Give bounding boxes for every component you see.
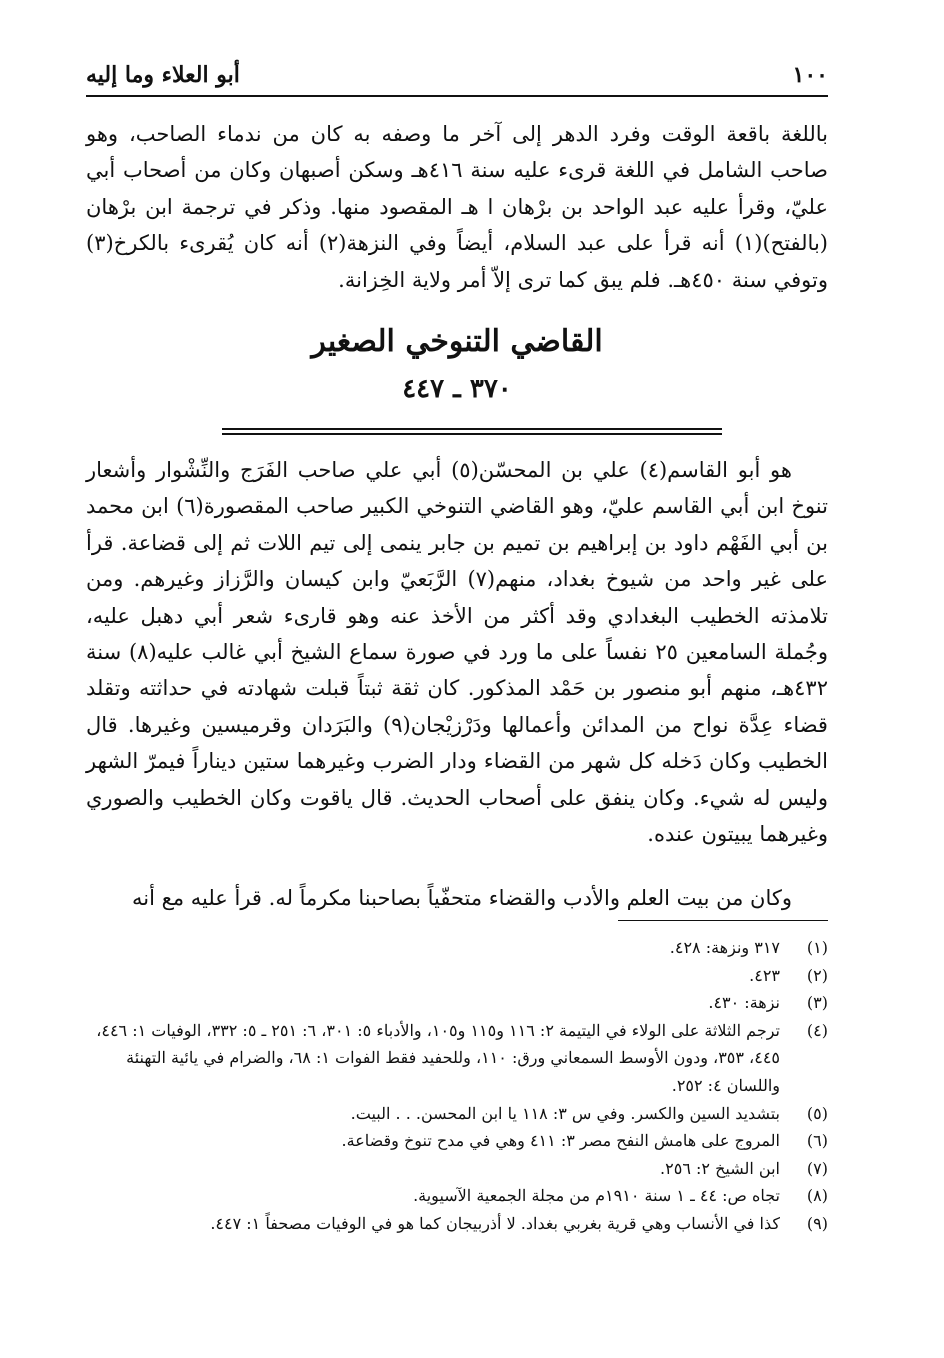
footnote-text: بتشديد السين والكسر. وفي س ٣: ١١٨ يا ابن المحسن. . . البيت. [350, 1103, 780, 1123]
header-rule [86, 95, 828, 97]
footnote [86, 1155, 828, 1183]
section-title: القاضي التنوخي الصغير [311, 324, 603, 359]
footnote-text: ٣١٧ ونزهة: ٤٢٨. [669, 938, 780, 957]
footnote-text: تجاه ص: ٤٤ ـ ١ سنة ١٩١٠م من مجلة الجمعية الآسيوية. [413, 1186, 780, 1206]
footnote-number: (٩) [806, 1213, 828, 1233]
footnote-text: ابن الشيخ ٢: ٢٥٦. [660, 1158, 780, 1178]
footnote [86, 962, 828, 990]
footnote-number: (٦) [806, 1131, 828, 1151]
footnote-text: كذا في الأنساب وهي قرية بغربي بغداد. لا أذربيجان كما هو في الوفيات مصحفاً ١: ٤٤٧. [210, 1213, 780, 1233]
footnote-text: المروج على هامش النفح مصر ٣: ٤١١ وهي في مدح تنوخ وقضاعة. [341, 1131, 780, 1151]
footnotes [86, 934, 828, 1238]
page-header [86, 58, 828, 94]
footnote-text: نزهة: ٤٣٠. [708, 993, 780, 1013]
footnote [86, 1182, 828, 1210]
paragraph-continued: باللغة باقعة الوقت وفرد الدهر إلى آخر ما وصفه به كان من ندماء الصاحب، وهو صاحب الشامل في اللغة قرىء عليه سنة ٤١٦هـ وسكن أصبهان وكان من أصحاب أبي عليّ، وقرأ عليه عبد الواحد بن برْهان ا هـ المقصود منها. وذكر في ترجمة ابن برْهان (بالفتح)(١) أنه قرأ على عبد السلام، أيضاً وفي النزهة(٢) أنه كان يُقرىء بالكرخ(٣) وتوفي سنة ٤٥٠هـ. فلم يبق كما ترى إلاّ أمر ولاية الخِزانة. [86, 122, 828, 292]
footnote [86, 1210, 828, 1238]
footnote-rule [618, 920, 828, 921]
footnote-number: (٧) [806, 1158, 828, 1178]
page-number: ١٠٠ [792, 62, 828, 88]
footnote-number: (٣) [806, 993, 828, 1013]
footnote-text: ٤٢٣. [749, 965, 780, 985]
footnote [86, 1100, 828, 1128]
footnote-number: (٥) [806, 1103, 828, 1123]
running-title: أبو العلاء وما إليه [86, 62, 240, 88]
footnote [86, 1017, 828, 1100]
section-divider-bottom [222, 433, 722, 435]
footnote-text: ترجم الثلاثة على الولاء في اليتيمة ٢: ١١٦ و١١٥ و١٠٥، والأدباء ٥: ٣٠١، ٦: ٢٥١ ـ ٥: ٣٣٢، الوفيات ١: ٤٤٦، ٤٤٥، ٣٥٣، ودون الأوسط السمعاني ورق: ١١٠، وللحفيد فقط الفوات ١: ٦٨، والضرام في يائية التهنئة واللسان ٤: ٢٥٢. [96, 1020, 780, 1095]
footnote [86, 1127, 828, 1155]
biography-paragraph: هو أبو القاسم(٤) علي بن المحسّن(٥) أبي علي صاحب الفَرَج والنِّشْوار وأشعار تنوخ ابن أبي القاسم عليّ، وهو القاضي التنوخي الكبير صاحب المقصورة(٦) ابن محمد بن أبي الفَهْم داود بن إبراهيم بن تميم بن جابر ينمى إلى تيم اللات ثم إلى قضاعة. قرأ على غير واحد من شيوخ بغداد، منهم(٧) الرَّبَعيّ وابن كيسان والرَّزاز وغيرهم. ومن تلامذته الخطيب البغدادي وقد أكثر من الأخذ عنه وهو قارىء شعر أبي دهبل عليه، وجُملة السامعين ٢٥ نفساً على ما ورد في صورة سماع الشيخ أبي غالب عليه(٨) سنة ٤٣٢هـ، منهم أبو منصور بن حَمْد المذكور. كان ثقة ثبتاً قبلت شهادته في حداثته وتقلد قضاء عِدَّة نواح من المدائن وأعمالها ودَرْزيْجان(٩) والبَرَدان وقرميسين وغيرها. قال الخطيب وكان دَخله كل شهر من القضاء ودار الضرب وغيرهما ستين ديناراً فيمرّ الشهر وليس له شيء. وكان ينفق على أصحاب الحديث. قال ياقوت وكان الخطيب والصوري وغيرهما يبيتون عنده. [86, 458, 828, 847]
footnote-number: (٨) [806, 1186, 828, 1206]
footnote [86, 989, 828, 1017]
footnote-number: (٢) [806, 965, 828, 985]
section-divider-top [222, 428, 722, 430]
closing-paragraph: وكان من بيت العلم والأدب والقضاء متحفّياً بصاحبنا مكرماً له. قرأ عليه مع أنه [132, 886, 792, 910]
section-dates: ٣٧٠ ـ ٤٤٧ [402, 374, 512, 404]
footnote-number: (١) [806, 938, 828, 957]
footnote-number: (٤) [806, 1020, 828, 1040]
footnote [86, 934, 828, 962]
